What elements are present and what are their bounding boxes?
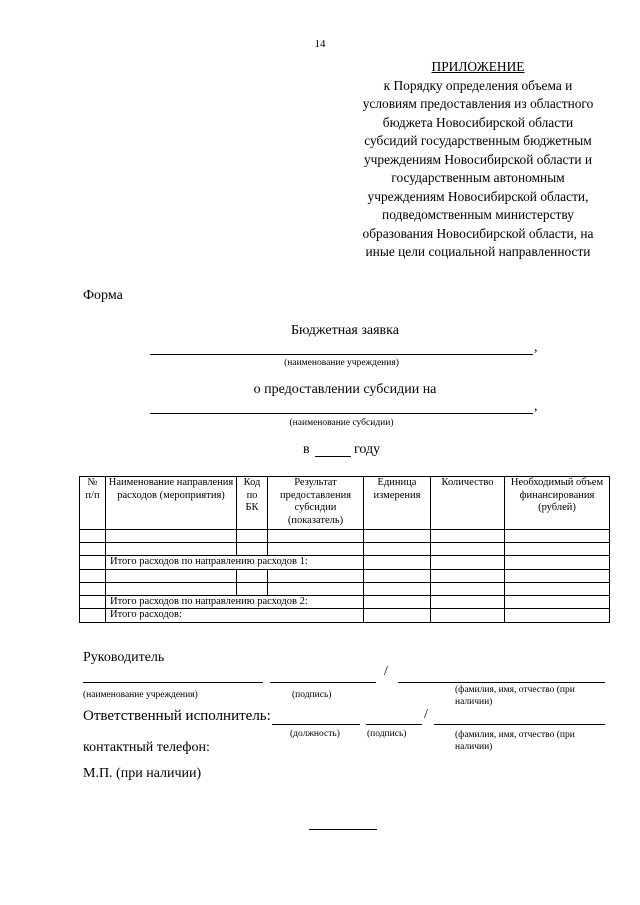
- budget-table: [79, 476, 610, 623]
- doc-title: Бюджетная заявка: [291, 323, 399, 338]
- responsible-position-line: [272, 724, 360, 725]
- header-cell: Результат предоставления субсидии (показатель): [268, 477, 364, 530]
- subsidy-caption: (наименование субсидии): [289, 418, 394, 428]
- institution-line: [150, 354, 533, 355]
- appendix-block: [328, 58, 628, 262]
- year-line: [315, 456, 351, 457]
- head-signature-caption: (подпись): [292, 690, 332, 700]
- footer-line: [309, 829, 377, 830]
- subtotal-1-label: Итого расходов по направлению расходов 1:: [106, 556, 364, 570]
- header-cell: Единица измерения: [364, 477, 431, 530]
- subsidy-comma: ,: [534, 399, 538, 414]
- appendix-line: иные цели социальной направленности: [365, 244, 591, 259]
- header-cell: Количество: [431, 477, 505, 530]
- responsible-slash: /: [424, 707, 428, 722]
- appendix-line: государственным автономным: [391, 170, 565, 185]
- table-header-row: [80, 477, 610, 530]
- subtotal-row-1: [80, 556, 610, 570]
- table-row: [80, 530, 610, 543]
- appendix-line: подведомственным министерству: [382, 207, 574, 222]
- appendix-line: учреждениям Новосибирской области,: [367, 188, 589, 204]
- header-cell: Необходимый объем финансирования (рублей): [505, 477, 610, 530]
- responsible-fio-caption: (фамилия, имя, отчество (при наличии): [455, 730, 575, 752]
- header-cell: № п/п: [80, 477, 106, 530]
- subtotal-2-label: Итого расходов по направлению расходов 2:: [106, 595, 364, 609]
- position-caption: (должность): [290, 729, 340, 739]
- year-suffix: году: [354, 442, 381, 457]
- header-cell: Код по БК: [237, 477, 268, 530]
- appendix-line: к Порядку определения объема и: [383, 77, 573, 93]
- total-row: [80, 609, 610, 623]
- subsidy-title: о предоставлении субсидии на: [253, 382, 437, 397]
- table-row: [80, 569, 610, 582]
- responsible-signature-line: [366, 724, 422, 725]
- head-institution-line: [83, 682, 263, 683]
- responsible-signature-caption: (подпись): [367, 729, 407, 739]
- appendix-title: ПРИЛОЖЕНИЕ: [431, 59, 525, 74]
- head-fio-line: [398, 682, 605, 683]
- page-number: 14: [314, 38, 326, 50]
- table-row: [80, 543, 610, 556]
- table-row: [80, 582, 610, 595]
- head-slash: /: [384, 664, 388, 679]
- year-prefix: в: [303, 442, 310, 457]
- appendix-line: учреждениям Новосибирской области и: [363, 151, 593, 167]
- total-label: Итого расходов:: [106, 609, 364, 623]
- phone-label: контактный телефон:: [83, 740, 210, 755]
- head-label: Руководитель: [83, 650, 165, 665]
- institution-comma: ,: [534, 340, 538, 355]
- stamp-label: М.П. (при наличии): [83, 766, 202, 781]
- head-institution-caption: (наименование учреждения): [83, 690, 198, 700]
- appendix-line: бюджета Новосибирской области: [382, 114, 574, 130]
- responsible-label: Ответственный исполнитель:: [83, 708, 271, 724]
- subsidy-line: [150, 413, 533, 414]
- head-signature-line: [270, 682, 376, 683]
- form-label: Форма: [83, 288, 123, 303]
- header-cell: Наименование направления расходов (мероприятия): [106, 477, 237, 530]
- appendix-line: образования Новосибирской области, на: [362, 225, 594, 241]
- institution-caption: (наименование учреждения): [284, 358, 399, 368]
- head-fio-caption: (фамилия, имя, отчество (при наличии): [455, 685, 575, 707]
- responsible-fio-line: [434, 724, 605, 725]
- appendix-line: субсидий государственным бюджетным: [364, 133, 592, 148]
- subtotal-row-2: [80, 595, 610, 609]
- appendix-line: условиям предоставления из областного: [362, 96, 594, 111]
